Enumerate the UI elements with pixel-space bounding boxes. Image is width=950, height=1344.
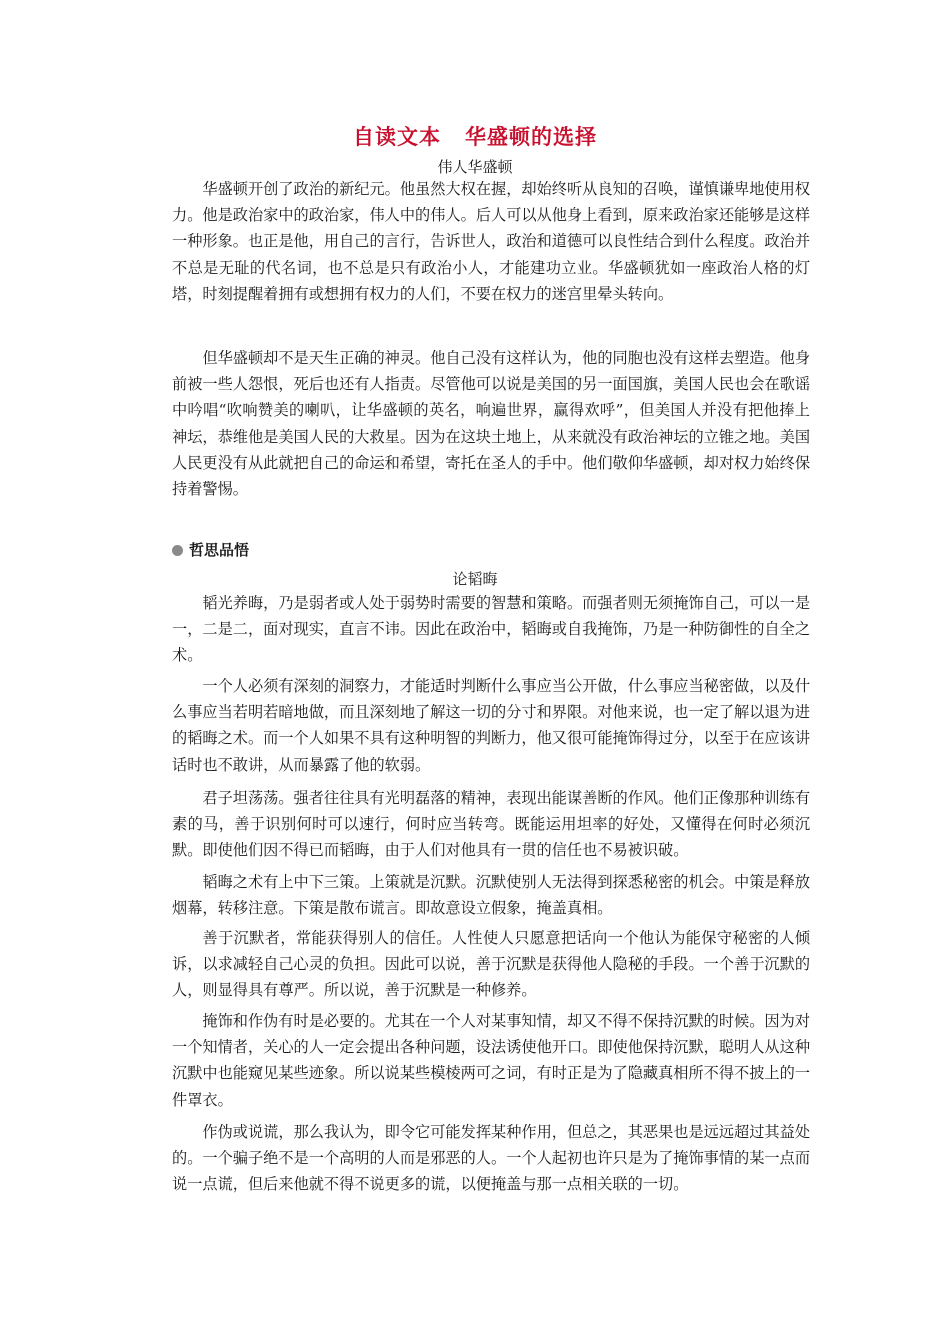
section-label: 哲思品悟 <box>189 541 250 559</box>
section-header <box>172 540 249 560</box>
article-2-paragraph-4: 韬晦之术有上中下三策。上策就是沉默。沉默使别人无法得到探悉秘密的机会。中策是释放烟幕，转移注意。下策是散布谎言。即故意设立假象，掩盖真相。 <box>172 873 810 918</box>
article-2-paragraph-6: 掩饰和作伪有时是必要的。尤其在一个人对某事知情，却又不得不保持沉默的时候。因为对一个知情者，关心的人一定会提出各种问题，设法诱使他开口。即使他保持沉默，聪明人从这种沉默中也能窥见某些迹象。所以说某些模棱两可之词，有时正是为了隐藏真相所不得不披上的一件罩衣。 <box>172 1012 810 1109</box>
title-part-1: 自读文本 <box>353 125 441 149</box>
article-2-paragraph-2: 一个人必须有深刻的洞察力，才能适时判断什么事应当公开做，什么事应当秘密做，以及什么事应当若明若暗地做，而且深刻地了解这一切的分寸和界限。对他来说，也一定了解以退为进的韬晦之术。而一个人如果不具有这种明智的判断力，他又很可能掩饰得过分，以至于在应该讲话时也不敢讲，从而暴露了他的软弱。 <box>172 677 810 774</box>
article-2-heading: 论韬晦 <box>452 570 498 588</box>
bullet-icon <box>172 545 183 556</box>
article-1-paragraph-2: 但华盛顿却不是天生正确的神灵。他自己没有这样认为，他的同胞也没有这样去塑造。他身前被一些人怨恨，死后也还有人指责。尽管他可以说是美国的另一面国旗，美国人民也会在歌谣中吟唱“吹响赞美的喇叭，让华盛顿的英名，响遍世界，赢得欢呼”，但美国人并没有把他捧上神坛，恭维他是美国人民的大救星。因为在这块土地上，从来就没有政治神坛的立锥之地。美国人民更没有从此就把自己的命运和希望，寄托在圣人的手中。他们敬仰华盛顿，却对权力始终保持着警惕。 <box>172 349 810 499</box>
title-part-2: 华盛顿的选择 <box>465 125 597 149</box>
article-1-heading: 伟人华盛顿 <box>437 158 513 176</box>
page-title <box>0 121 950 151</box>
article-2-paragraph-5: 善于沉默者，常能获得别人的信任。人性使人只愿意把话向一个他认为能保守秘密的人倾诉，以求减轻自己心灵的负担。因此可以说，善于沉默是获得他人隐秘的手段。一个善于沉默的人，则显得具有尊严。所以说，善于沉默是一种修养。 <box>172 929 810 1000</box>
article-2-paragraph-3: 君子坦荡荡。强者往往具有光明磊落的精神，表现出能谋善断的作风。他们正像那种训练有素的马，善于识别何时可以速行，何时应当转弯。既能运用坦率的好处，又懂得在何时必须沉默。即使他们因不得已而韬晦，由于人们对他具有一贯的信任也不易被识破。 <box>172 789 810 860</box>
article-2-paragraph-7: 作伪或说谎，那么我认为，即令它可能发挥某种作用，但总之，其恶果也是远远超过其益处的。一个骗子绝不是一个高明的人而是邪恶的人。一个人起初也许只是为了掩饰事情的某一点而说一点谎，但后来他就不得不说更多的谎，以便掩盖与那一点相关联的一切。 <box>172 1123 810 1194</box>
article-1-paragraph-1: 华盛顿开创了政治的新纪元。他虽然大权在握，却始终听从良知的召唤，谨慎谦卑地使用权力。他是政治家中的政治家，伟人中的伟人。后人可以从他身上看到，原来政治家还能够是这样一种形象。也正是他，用自己的言行，告诉世人，政治和道德可以良性结合到什么程度。政治并不总是无耻的代名词，也不总是只有政治小人，才能建功立业。华盛顿犹如一座政治人格的灯塔，时刻提醒着拥有或想拥有权力的人们，不要在权力的迷宫里晕头转向。 <box>172 180 810 303</box>
article-2-paragraph-1: 韬光养晦，乃是弱者或人处于弱势时需要的智慧和策略。而强者则无须掩饰自己，可以一是一，二是二，面对现实，直言不讳。因此在政治中，韬晦或自我掩饰，乃是一种防御性的自全之术。 <box>172 594 810 665</box>
